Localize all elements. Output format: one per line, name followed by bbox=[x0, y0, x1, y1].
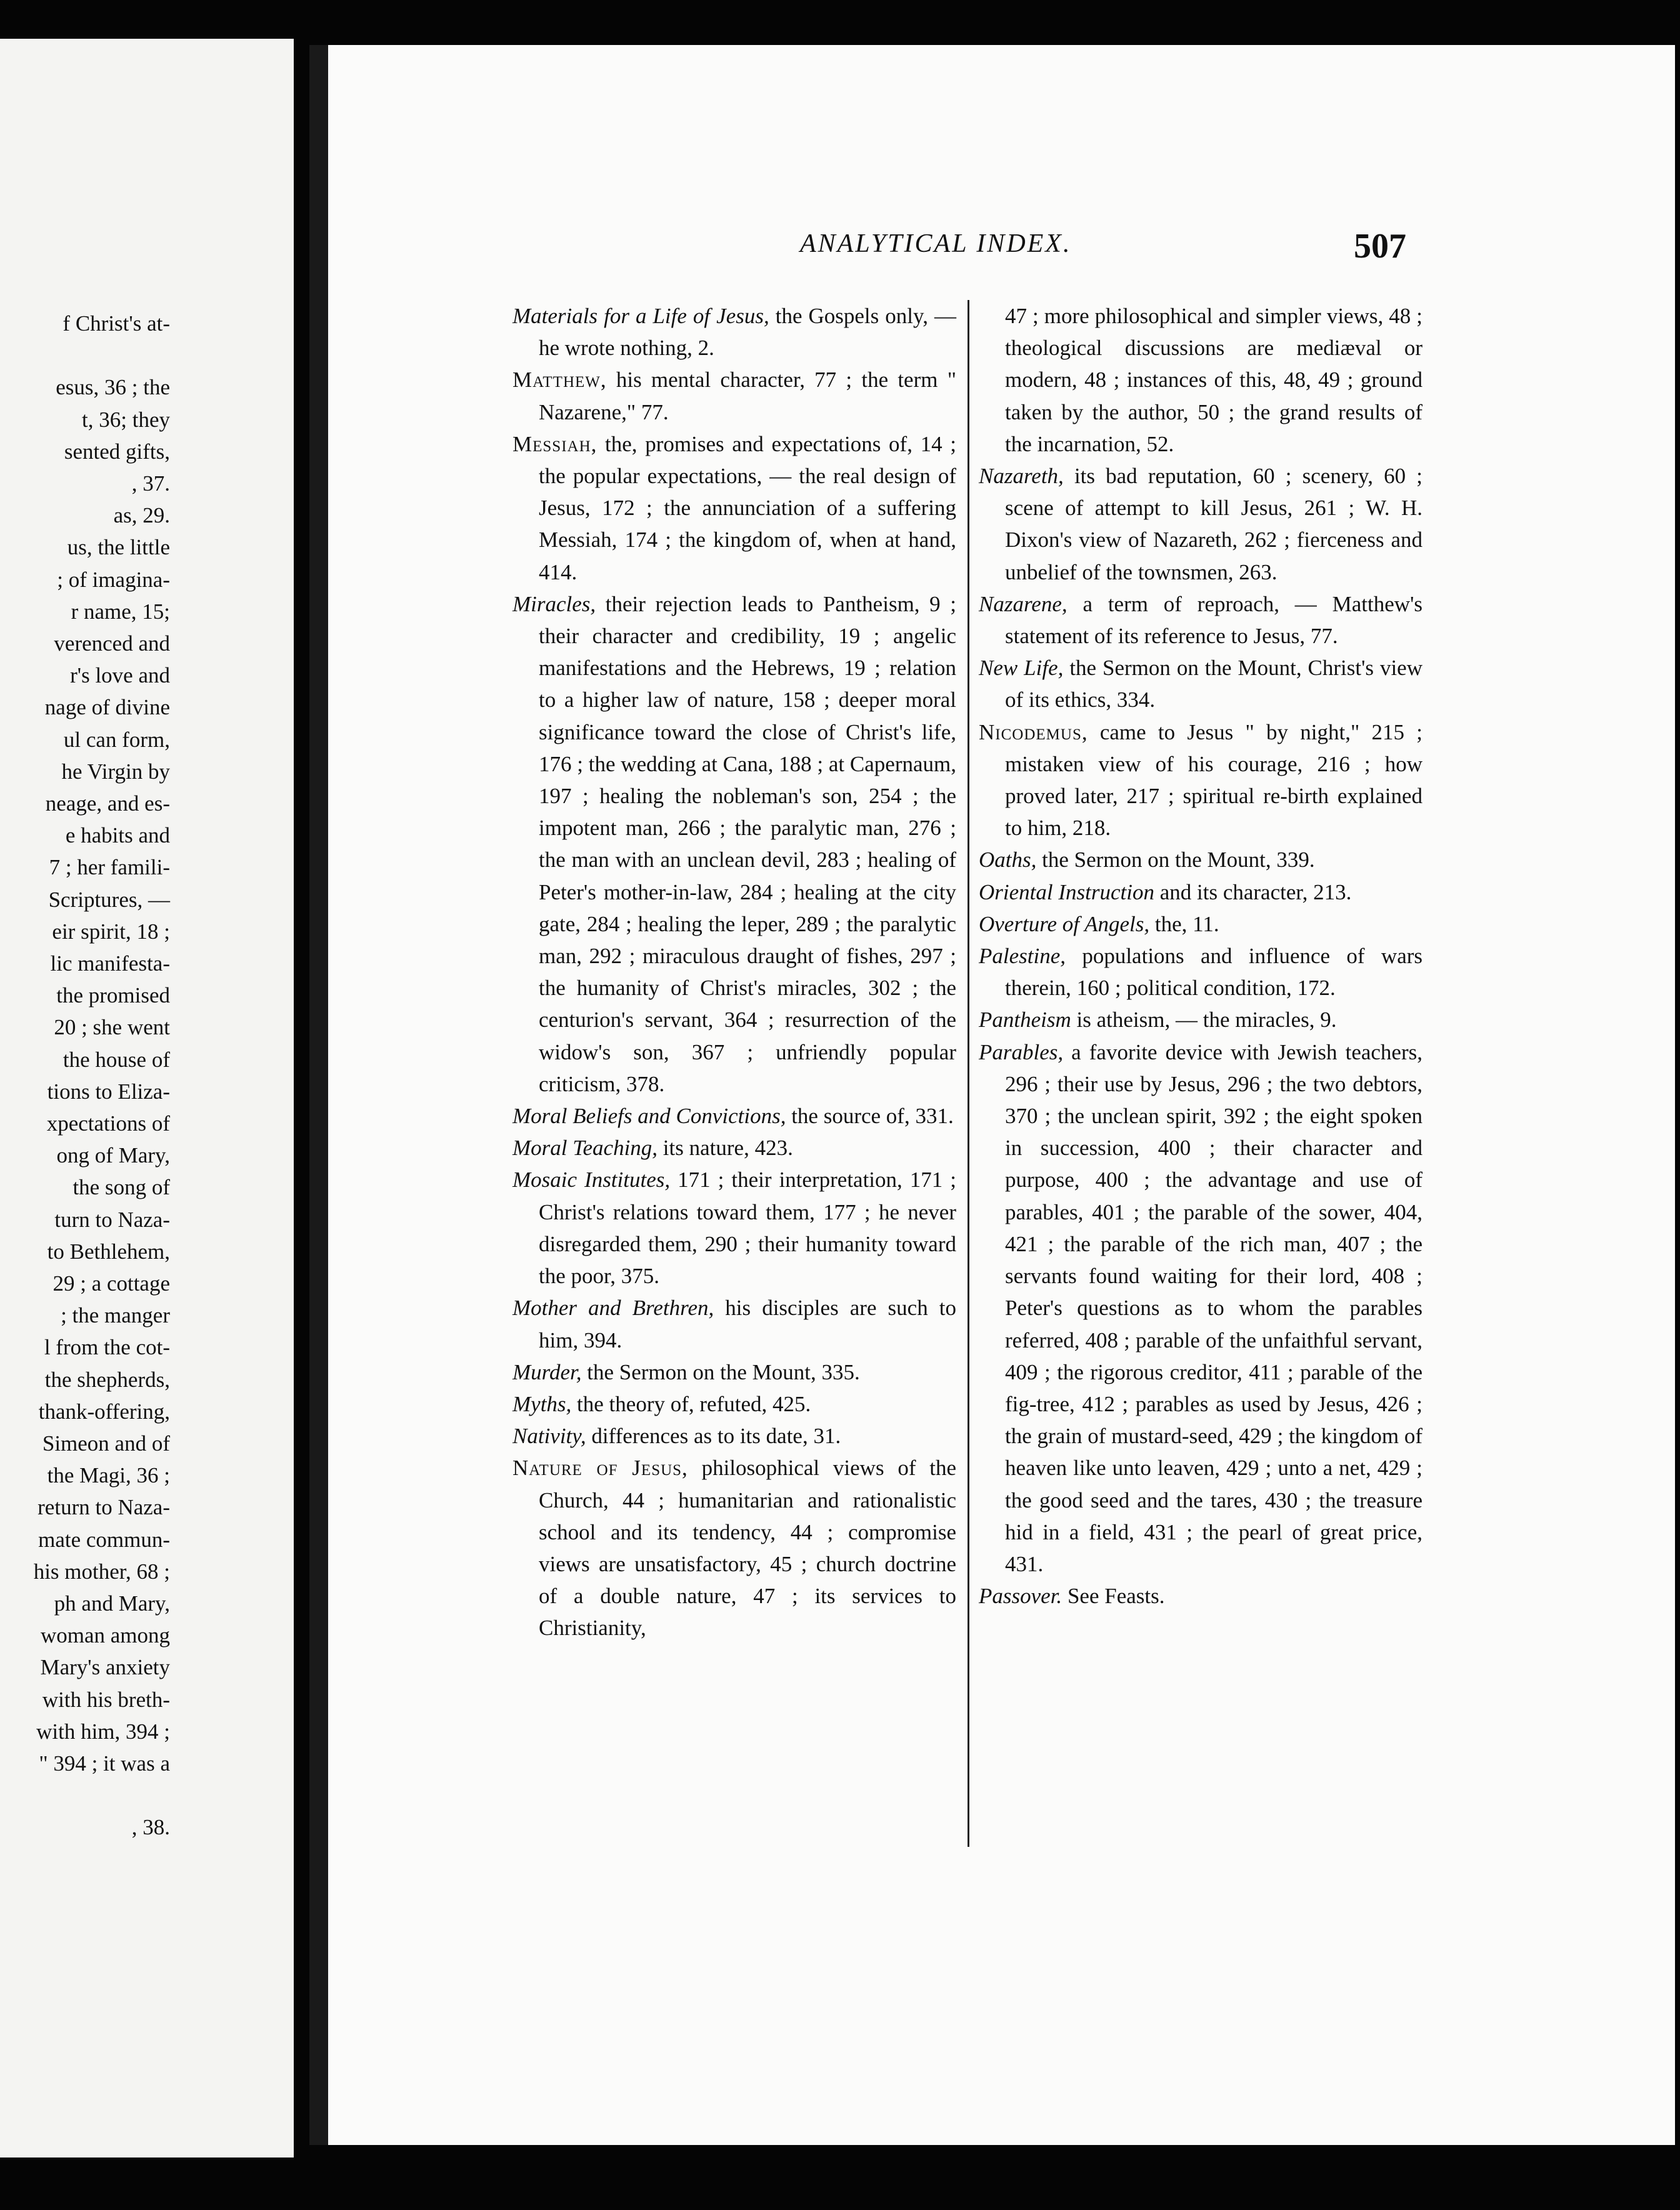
facing-page-line: esus, 36 ; the bbox=[56, 375, 170, 400]
index-entry bbox=[979, 876, 1422, 908]
index-entry-text: the, 11. bbox=[1149, 911, 1219, 936]
facing-page-line: Scriptures, — bbox=[48, 887, 170, 912]
index-entry-text: the theory of, refuted, 425. bbox=[571, 1391, 811, 1416]
index-entry-heading: Nativity, bbox=[512, 1424, 586, 1449]
facing-page-line: the song of bbox=[72, 1175, 170, 1200]
facing-page-line: ph and Mary, bbox=[54, 1591, 170, 1616]
facing-page-line: r's love and bbox=[70, 663, 170, 688]
index-entry bbox=[979, 908, 1422, 940]
index-entry-text: differences as to its date, 31. bbox=[586, 1424, 841, 1449]
facing-page-left bbox=[0, 39, 294, 2158]
index-entry bbox=[979, 1036, 1422, 1580]
index-entry-heading: Oriental Instruction bbox=[979, 879, 1154, 904]
index-entry-heading: Parables, bbox=[979, 1039, 1064, 1064]
index-entry bbox=[979, 716, 1422, 844]
facing-page-line: eir spirit, 18 ; bbox=[52, 919, 170, 944]
index-entry-heading: Passover. bbox=[979, 1584, 1062, 1609]
index-entry-heading: Pantheism bbox=[979, 1008, 1071, 1032]
index-entry-heading: Nazarene, bbox=[979, 591, 1068, 616]
index-entry bbox=[512, 1164, 956, 1292]
index-entry-text: his mental character, 77 ; the term " Nazarene," 77. bbox=[539, 368, 956, 424]
page-number: 507 bbox=[1354, 227, 1406, 266]
index-entry-text: their rejection leads to Pantheism, 9 ; their character and credibility, 19 ; angelic manifestations and the Hebrews, 19 ; relation to a higher law of nature, 158 ; deeper moral significance toward the close of Christ's life, 176 ; the wedding at Cana, 188 ; at Capernaum, 197 ; healing the nobleman's son, 254 ; the impotent man, 266 ; the paralytic man, 276 ; the man with an unclean devil, 283 ; healing of Peter's mother-in-law, 284 ; healing at the city gate, 284 ; healing the leper, 289 ; the paralytic man, 292 ; miraculous draught of fishes, 297 ; the humanity of Christ's miracles, 302 ; the centurion's servant, 364 ; resurrection of the widow's son, 367 ; unfriendly popular criticism, 378. bbox=[539, 591, 956, 1096]
index-entry-heading: Moral Beliefs and Convictions, bbox=[512, 1104, 786, 1129]
index-entry-heading: Oaths, bbox=[979, 848, 1037, 872]
facing-page-line: tions to Eliza- bbox=[47, 1079, 170, 1104]
index-entry-heading: Murder, bbox=[512, 1359, 582, 1384]
index-entry bbox=[512, 1388, 956, 1420]
index-entry-heading: Mother and Brethren, bbox=[512, 1296, 714, 1321]
facing-page-line: nage of divine bbox=[44, 695, 170, 720]
facing-page-line: with him, 394 ; bbox=[36, 1719, 170, 1744]
index-entry bbox=[512, 1132, 956, 1164]
facing-page-line: turn to Naza- bbox=[54, 1207, 170, 1232]
index-entry-heading: Miracles, bbox=[512, 591, 596, 616]
index-entry bbox=[979, 652, 1422, 716]
index-entry-text: the, promises and expectations of, 14 ; the popular expectations, — the real design of Jesus, 172 ; the annunciation of a suffering Messiah, 174 ; the kingdom of, when at hand, 414. bbox=[539, 431, 956, 584]
index-entry bbox=[512, 1292, 956, 1356]
index-entry-text: a favorite device with Jewish teachers, 296 ; their use by Jesus, 296 ; the two debtors, 370 ; the unclean spirit, 392 ; the eight spoken in succession, 400 ; their character and purpose, 400 ; the advantage and use of parables, 401 ; the parable of the sower, 404, 421 ; the parable of the rich man, 407 ; the servants found waiting for their lord, 408 ; Peter's questions as to whom the parables referred, 408 ; parable of the unfaithful servant, 409 ; the rigorous creditor, 411 ; parable of the fig-tree, 412 ; parables as used by Jesus, 426 ; the grain of mustard-seed, 429 ; the kingdom of heaven like unto leaven, 429 ; unto a net, 429 ; the good seed and the tares, 430 ; the treasure hid in a field, 431 ; the pearl of great price, 431. bbox=[1005, 1039, 1422, 1576]
index-entry-text: populations and influence of wars therein, 160 ; political condition, 172. bbox=[1005, 944, 1422, 1001]
index-entry bbox=[979, 940, 1422, 1004]
index-entry bbox=[979, 844, 1422, 876]
index-entry bbox=[512, 1452, 956, 1644]
index-entry-text: 171 ; their interpretation, 171 ; Christ's relations toward them, 177 ; he never disregarded them, 290 ; their humanity toward the poor, 375. bbox=[539, 1168, 956, 1289]
index-entry-text: his disciples are such to him, 394. bbox=[539, 1296, 956, 1352]
index-entry bbox=[979, 300, 1422, 460]
index-entry-heading: Palestine, bbox=[979, 944, 1066, 969]
facing-page-line: he Virgin by bbox=[61, 759, 170, 784]
index-entry bbox=[512, 1356, 956, 1388]
index-entry-text: its bad reputation, 60 ; scenery, 60 ; scene of attempt to kill Jesus, 261 ; W. H. Dixon's view of Nazareth, 262 ; fierceness and unbelief of the townsmen, 263. bbox=[1005, 464, 1422, 584]
index-entry bbox=[512, 1420, 956, 1452]
facing-page-line: , 38. bbox=[131, 1815, 170, 1840]
page-header bbox=[800, 226, 1406, 276]
index-entry-text: the Sermon on the Mount, 339. bbox=[1036, 848, 1315, 872]
facing-page-line: return to Naza- bbox=[38, 1495, 170, 1520]
index-entry bbox=[512, 1100, 956, 1132]
index-entry-heading: Moral Teaching, bbox=[512, 1136, 658, 1161]
running-title: ANALYTICAL INDEX. bbox=[800, 229, 1072, 258]
index-entry-text: the source of, 331. bbox=[786, 1104, 954, 1129]
index-entry-text: the Sermon on the Mount, 335. bbox=[581, 1359, 860, 1384]
index-entry bbox=[979, 588, 1422, 652]
index-entry-heading: Nicodemus, bbox=[979, 719, 1088, 744]
index-entry-text: is atheism, — the miracles, 9. bbox=[1071, 1008, 1337, 1032]
index-entry-text: came to Jesus " by night," 215 ; mistaken view of his courage, 216 ; how proved later, 217 ; spiritual re-birth explained to him, 218. bbox=[1005, 719, 1422, 841]
index-entry-heading: New Life, bbox=[979, 656, 1064, 681]
index-entry-text: 47 ; more philosophical and simpler views, 48 ; theological discussions are mediæval or modern, 48 ; instances of this, 48, 49 ; ground taken by the author, 50 ; the grand results of the incarnation, 52. bbox=[1005, 304, 1422, 456]
facing-page-line: ; the manger bbox=[61, 1303, 170, 1328]
facing-page-line: xpectations of bbox=[46, 1111, 170, 1136]
facing-page-line: neage, and es- bbox=[45, 791, 170, 816]
facing-page-line: the promised bbox=[56, 983, 170, 1008]
index-entry-heading: Nature of Jesus, bbox=[512, 1456, 688, 1481]
facing-page-line: t, 36; they bbox=[82, 407, 170, 432]
index-entry-heading: Materials for a Life of Jesus, bbox=[512, 304, 769, 328]
facing-page-line: ul can form, bbox=[63, 727, 170, 752]
index-entry-text: its nature, 423. bbox=[658, 1136, 793, 1161]
index-entry bbox=[979, 1580, 1422, 1612]
index-entry-text: the Gospels only, — he wrote nothing, 2. bbox=[539, 304, 956, 361]
facing-page-line: Simeon and of bbox=[42, 1431, 170, 1456]
index-entry-text: and its character, 213. bbox=[1154, 879, 1352, 904]
facing-page-line: ong of Mary, bbox=[56, 1143, 170, 1168]
index-entry-text: philosophical views of the Church, 44 ; humanitarian and rationalistic school and its tendency, 44 ; compromise views are unsatisfactory, 45 ; church doctrine of a double nature, 47 ; its services to Christianity, bbox=[539, 1456, 956, 1641]
facing-page-line: 7 ; her famili- bbox=[49, 855, 170, 880]
index-entry-heading: Mosaic Institutes, bbox=[512, 1168, 671, 1192]
facing-page-line: thank-offering, bbox=[38, 1399, 170, 1424]
index-entry-text: See Feasts. bbox=[1062, 1584, 1165, 1609]
index-entry-heading: Matthew, bbox=[512, 368, 607, 392]
facing-page-line: his mother, 68 ; bbox=[33, 1559, 170, 1584]
index-entry-text: a term of reproach, — Matthew's statement of its reference to Jesus, 77. bbox=[1005, 591, 1422, 649]
facing-page-line: as, 29. bbox=[113, 503, 170, 528]
facing-page-line: the Magi, 36 ; bbox=[47, 1463, 170, 1488]
index-entry bbox=[979, 1004, 1422, 1036]
index-entry-heading: Overture of Angels, bbox=[979, 911, 1150, 936]
facing-page-line: r name, 15; bbox=[71, 599, 170, 624]
index-column-left bbox=[512, 300, 956, 1644]
facing-page-line: , 37. bbox=[131, 471, 170, 496]
facing-page-line: e habits and bbox=[65, 823, 170, 848]
facing-page-line: sented gifts, bbox=[64, 439, 170, 464]
index-column-right bbox=[979, 300, 1422, 1612]
index-entry bbox=[512, 588, 956, 1100]
index-entry-heading: Nazareth, bbox=[979, 464, 1064, 489]
facing-page-line: l from the cot- bbox=[44, 1335, 170, 1360]
facing-page-line: 29 ; a cottage bbox=[52, 1271, 170, 1296]
facing-page-line: 20 ; she went bbox=[54, 1015, 170, 1040]
facing-page-line: us, the little bbox=[67, 535, 170, 560]
facing-page-line: f Christ's at- bbox=[62, 311, 170, 336]
index-entry-heading: Myths, bbox=[512, 1391, 572, 1416]
facing-page-line: lic manifesta- bbox=[50, 951, 170, 976]
index-entry bbox=[512, 428, 956, 588]
index-entry bbox=[512, 364, 956, 428]
index-entry bbox=[979, 460, 1422, 588]
index-entry-text: the Sermon on the Mount, Christ's view of its ethics, 334. bbox=[1005, 656, 1422, 712]
facing-page-line: woman among bbox=[40, 1623, 170, 1648]
facing-page-line: with his breth- bbox=[42, 1687, 170, 1712]
column-divider bbox=[968, 300, 969, 1847]
facing-page-line: the house of bbox=[62, 1047, 170, 1072]
facing-page-line: Mary's anxiety bbox=[40, 1655, 170, 1680]
facing-page-line: " 394 ; it was a bbox=[39, 1751, 170, 1776]
index-entry-heading: Messiah, bbox=[512, 431, 598, 456]
index-entry bbox=[512, 300, 956, 364]
facing-page-line: the shepherds, bbox=[44, 1367, 170, 1392]
facing-page-line: to Bethlehem, bbox=[47, 1239, 170, 1264]
facing-page-line: ; of imagina- bbox=[57, 567, 170, 592]
facing-page-line: mate commun- bbox=[38, 1527, 170, 1552]
facing-page-line: verenced and bbox=[54, 631, 170, 656]
